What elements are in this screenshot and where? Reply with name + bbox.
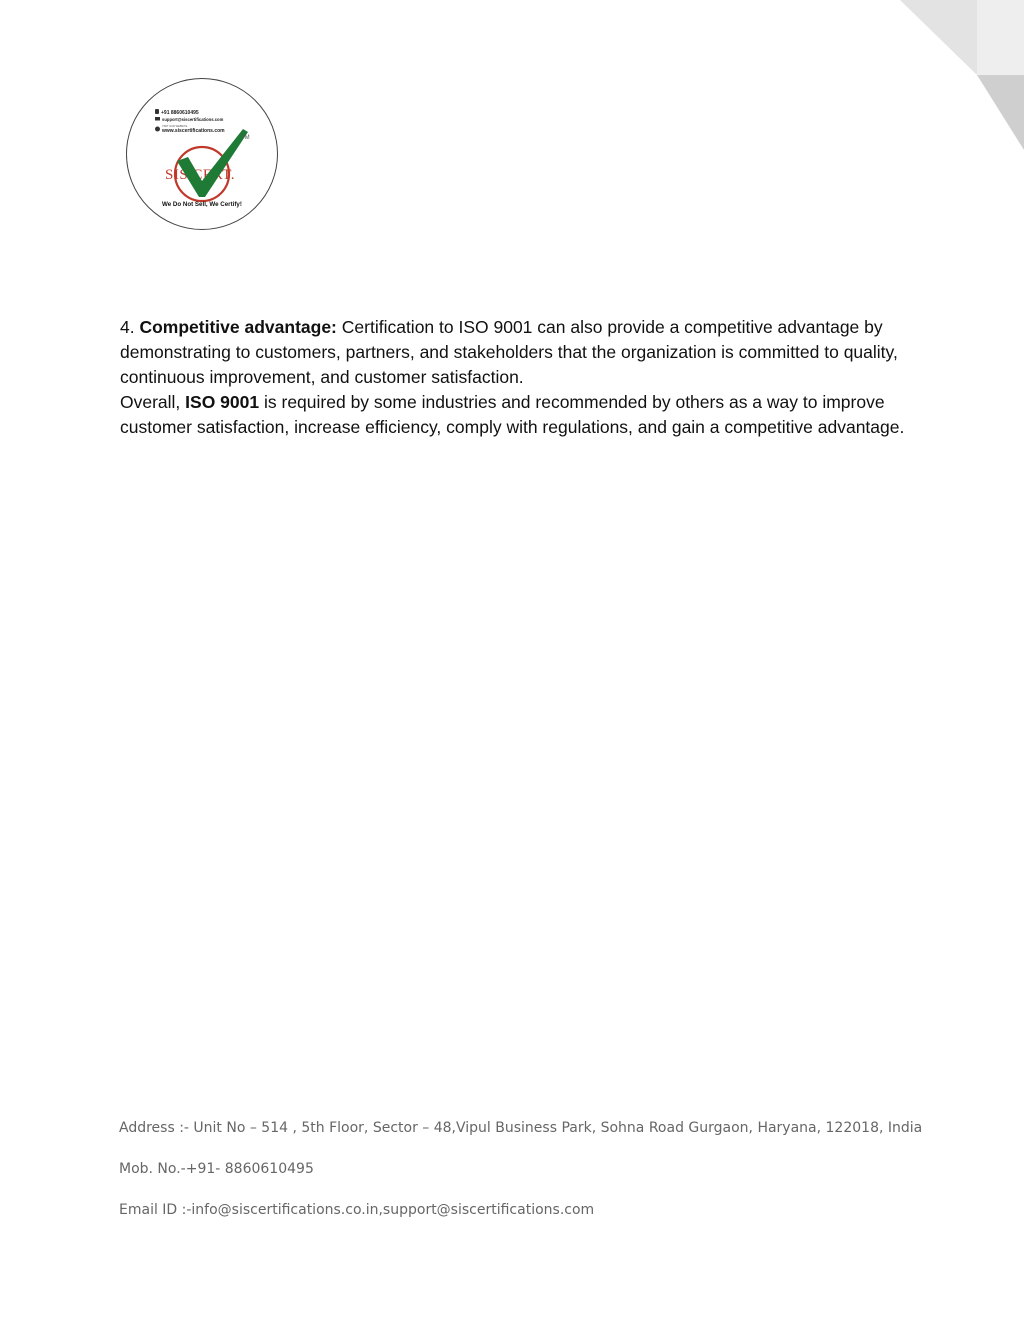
item-number: 4. bbox=[120, 317, 135, 337]
item-heading: Competitive advantage: bbox=[139, 317, 337, 337]
globe-icon bbox=[155, 127, 160, 132]
main-content bbox=[120, 315, 920, 440]
footer-address: Address :- Unit No – 514 , 5th Floor, Sector – 48,Vipul Business Park, Sohna Road Gurgaon, Haryana, 122018, India bbox=[119, 1120, 923, 1136]
overall-prefix: Overall, bbox=[120, 392, 181, 412]
footer-mobile: Mob. No.-+91- 8860610495 bbox=[119, 1161, 314, 1177]
competitive-advantage-paragraph bbox=[120, 315, 920, 390]
footer-email: Email ID :-info@siscertifications.co.in,support@siscertifications.com bbox=[119, 1202, 595, 1218]
logo-contact-site: www.siscertifications.com bbox=[162, 128, 225, 134]
logo-contact-phone: +91 8860610495 bbox=[161, 110, 199, 116]
overall-text: is required by some industries and recommended by others as a way to improve customer satisfaction, increase efficiency, comply with regulations, and gain a competitive advantage. bbox=[120, 392, 905, 437]
item-text: Certification to ISO 9001 can also provide a competitive advantage by demonstrating to customers, partners, and stakeholders that the organization is committed to quality, continuous improvement, and customer satisfaction. bbox=[120, 317, 898, 387]
logo-tagline: We Do Not Sell, We Certify! bbox=[162, 201, 242, 208]
logo-trademark: TM bbox=[241, 135, 250, 141]
logo-contact-email: support@siscertifications.com bbox=[162, 117, 224, 122]
overall-bold-term: ISO 9001 bbox=[185, 392, 260, 412]
overall-paragraph bbox=[120, 390, 920, 440]
phone-icon bbox=[155, 109, 159, 114]
logo-brand-text: SIS CERT. bbox=[165, 167, 236, 183]
logo-site-label: VISIT OUR WEBSITE bbox=[162, 125, 188, 128]
corner-decoration bbox=[864, 0, 1024, 160]
footer bbox=[119, 1119, 939, 1242]
company-logo bbox=[125, 77, 279, 231]
mail-icon bbox=[155, 117, 160, 121]
